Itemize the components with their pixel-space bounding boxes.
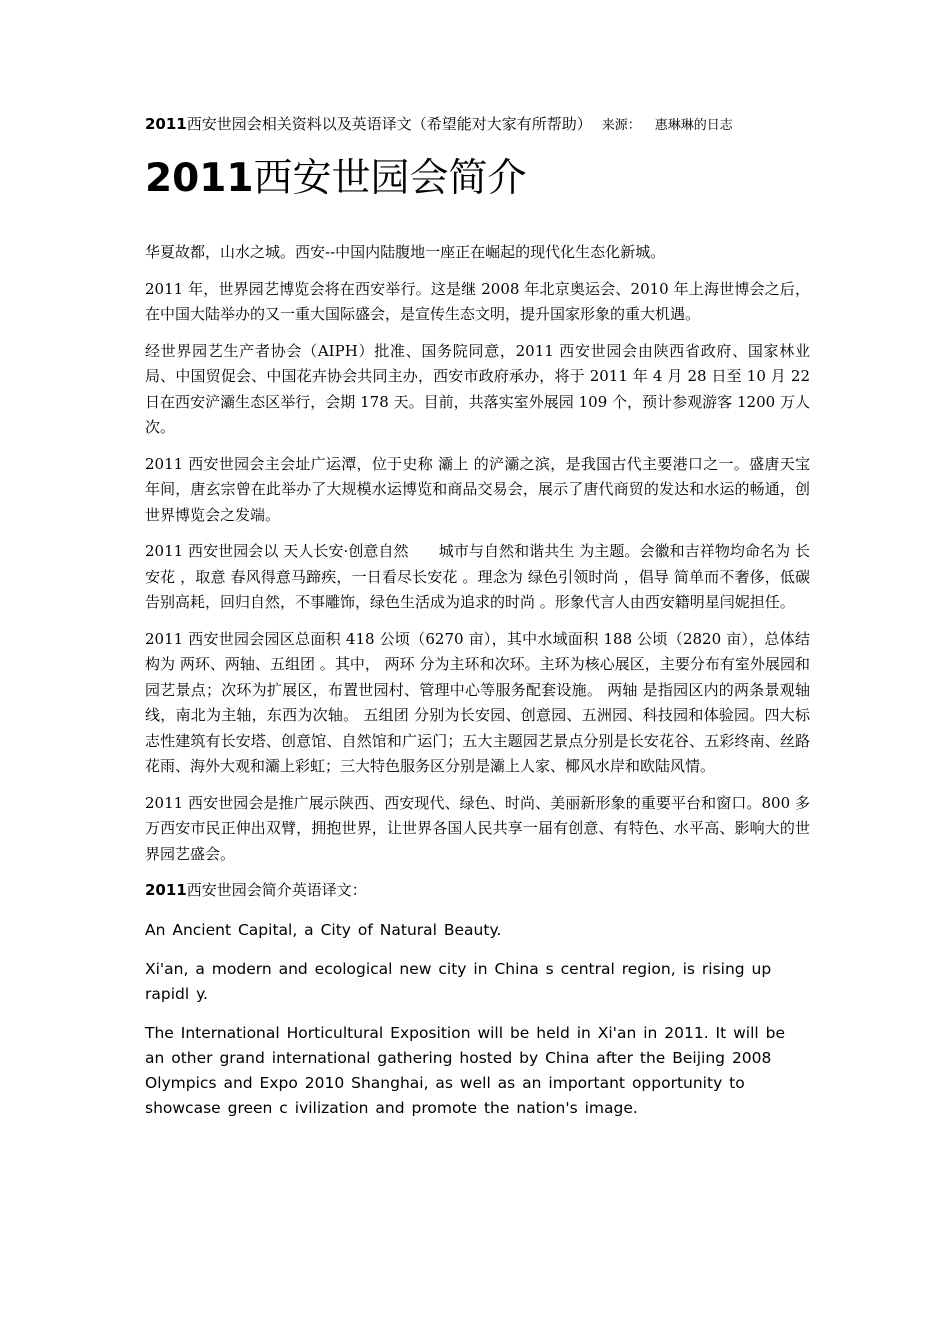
paragraph-cn-2: 2011 年，世界园艺博览会将在西安举行。这是继 2008 年北京奥运会、2010 年上海世博会之后，在中国大陆举办的又一重大国际盛会，是宣传生态文明，提升国家形象的重大机遇。 [145,279,810,323]
paragraph-cn-5: 2011 西安世园会以 天人长安·创意自然 城市与自然和谐共生 为主题。会徽和吉祥物均命名为 长安花 ，取意 春风得意马蹄疾，一日看尽长安花 。理念为 绿色引领时尚 ，倡导 简单而不奢侈，低碳告别高耗，回归自然，不事雕饰，绿色生活成为追求的时尚 。形象代言人由西安籍明星闫妮担任。 [145,542,810,611]
paragraph-cn-1: 华夏故都，山水之城。西安--中国内陆腹地一座正在崛起的现代化生态化新城。 [145,243,666,261]
paragraph-en-1: An Ancient Capital, a City of Natural Beauty. [145,921,502,939]
page-title [145,151,810,207]
paragraph-en-3: The International Horticultural Exposition will be held in Xi'an in 2011. It will be an other grand international gathering hosted by China after the Beijing 2008 Olympics and Expo 2010 Shanghai, as well as an important opportunity to showcase green c ivilization and promote the nation's image. [145,1024,786,1117]
paragraph-en-2: Xi'an, a modern and ecological new city in China s central region, is rising up rapidl y. [145,960,772,1003]
paragraph-cn-7: 2011 西安世园会是推广展示陕西、西安现代、绿色、时尚、美丽新形象的重要平台和窗口。800 多万西安市民正伸出双臂，拥抱世界，让世界各国人民共享一届有创意、有特色、水平高、影响大的世界园艺盛会。 [145,793,810,863]
page-title-text: 西安世园会简介 [253,156,527,201]
paragraph-cn-3: 经世界园艺生产者协会（AIPH）批准、国务院同意，2011 西安世园会由陕西省政府、国家林业局、中国贸促会、中国花卉协会共同主办，西安市政府承办，将于 2011 年 4 月 28 日至 10 月 22 日在西安浐灞生态区举行，会期 178 天。目前，共落实室外展园 109 个，预计参观游客 1200 万人次。 [145,341,810,436]
paragraph-cn-6: 2011 西安世园会园区总面积 418 公顷（6270 亩），其中水域面积 188 公顷（2820 亩），总体结构为 两环、两轴、五组团 。其中， 两环 分为主环和次环。主环为核心展区，主要分布有室外展园和园艺景点；次环为扩展区，布置世园村、管理中心等服务配套设施。 两轴 是指园区内的两条景观轴线，南北为主轴，东西为次轴。 五组团 分别为长安园、创意园、五洲园、科技园和体验园。四大标志性建筑有长安塔、创意馆、自然馆和广运门；五大主题园艺景点分别是长安花谷、五彩终南、丝路花雨、海外大观和灞上彩虹；三大特色服务区分别是灞上人家、椰风水岸和欧陆风情。 [145,629,810,775]
header-title: 西安世园会相关资料以及英语译文（希望能对大家有所帮助） [186,115,592,133]
english-heading-year: 2011 [145,881,187,899]
source-name: 惠琳琳的日志 [654,118,733,133]
document-header [145,112,810,138]
page-title-year: 2011 [145,156,254,201]
english-translation-heading [145,878,810,903]
document-page [145,112,810,1135]
source-label: 来源： [601,118,641,133]
english-heading-text: 西安世园会简介英语译文： [186,881,367,899]
paragraph-cn-4: 2011 西安世园会主会址广运潭，位于史称 灞上 的浐灞之滨，是我国古代主要港口之一。盛唐天宝年间，唐玄宗曾在此举办了大规模水运博览和商品交易会，展示了唐代商贸的发达和水运的畅通，创世界博览会之发端。 [145,454,810,524]
header-year: 2011 [145,115,187,133]
